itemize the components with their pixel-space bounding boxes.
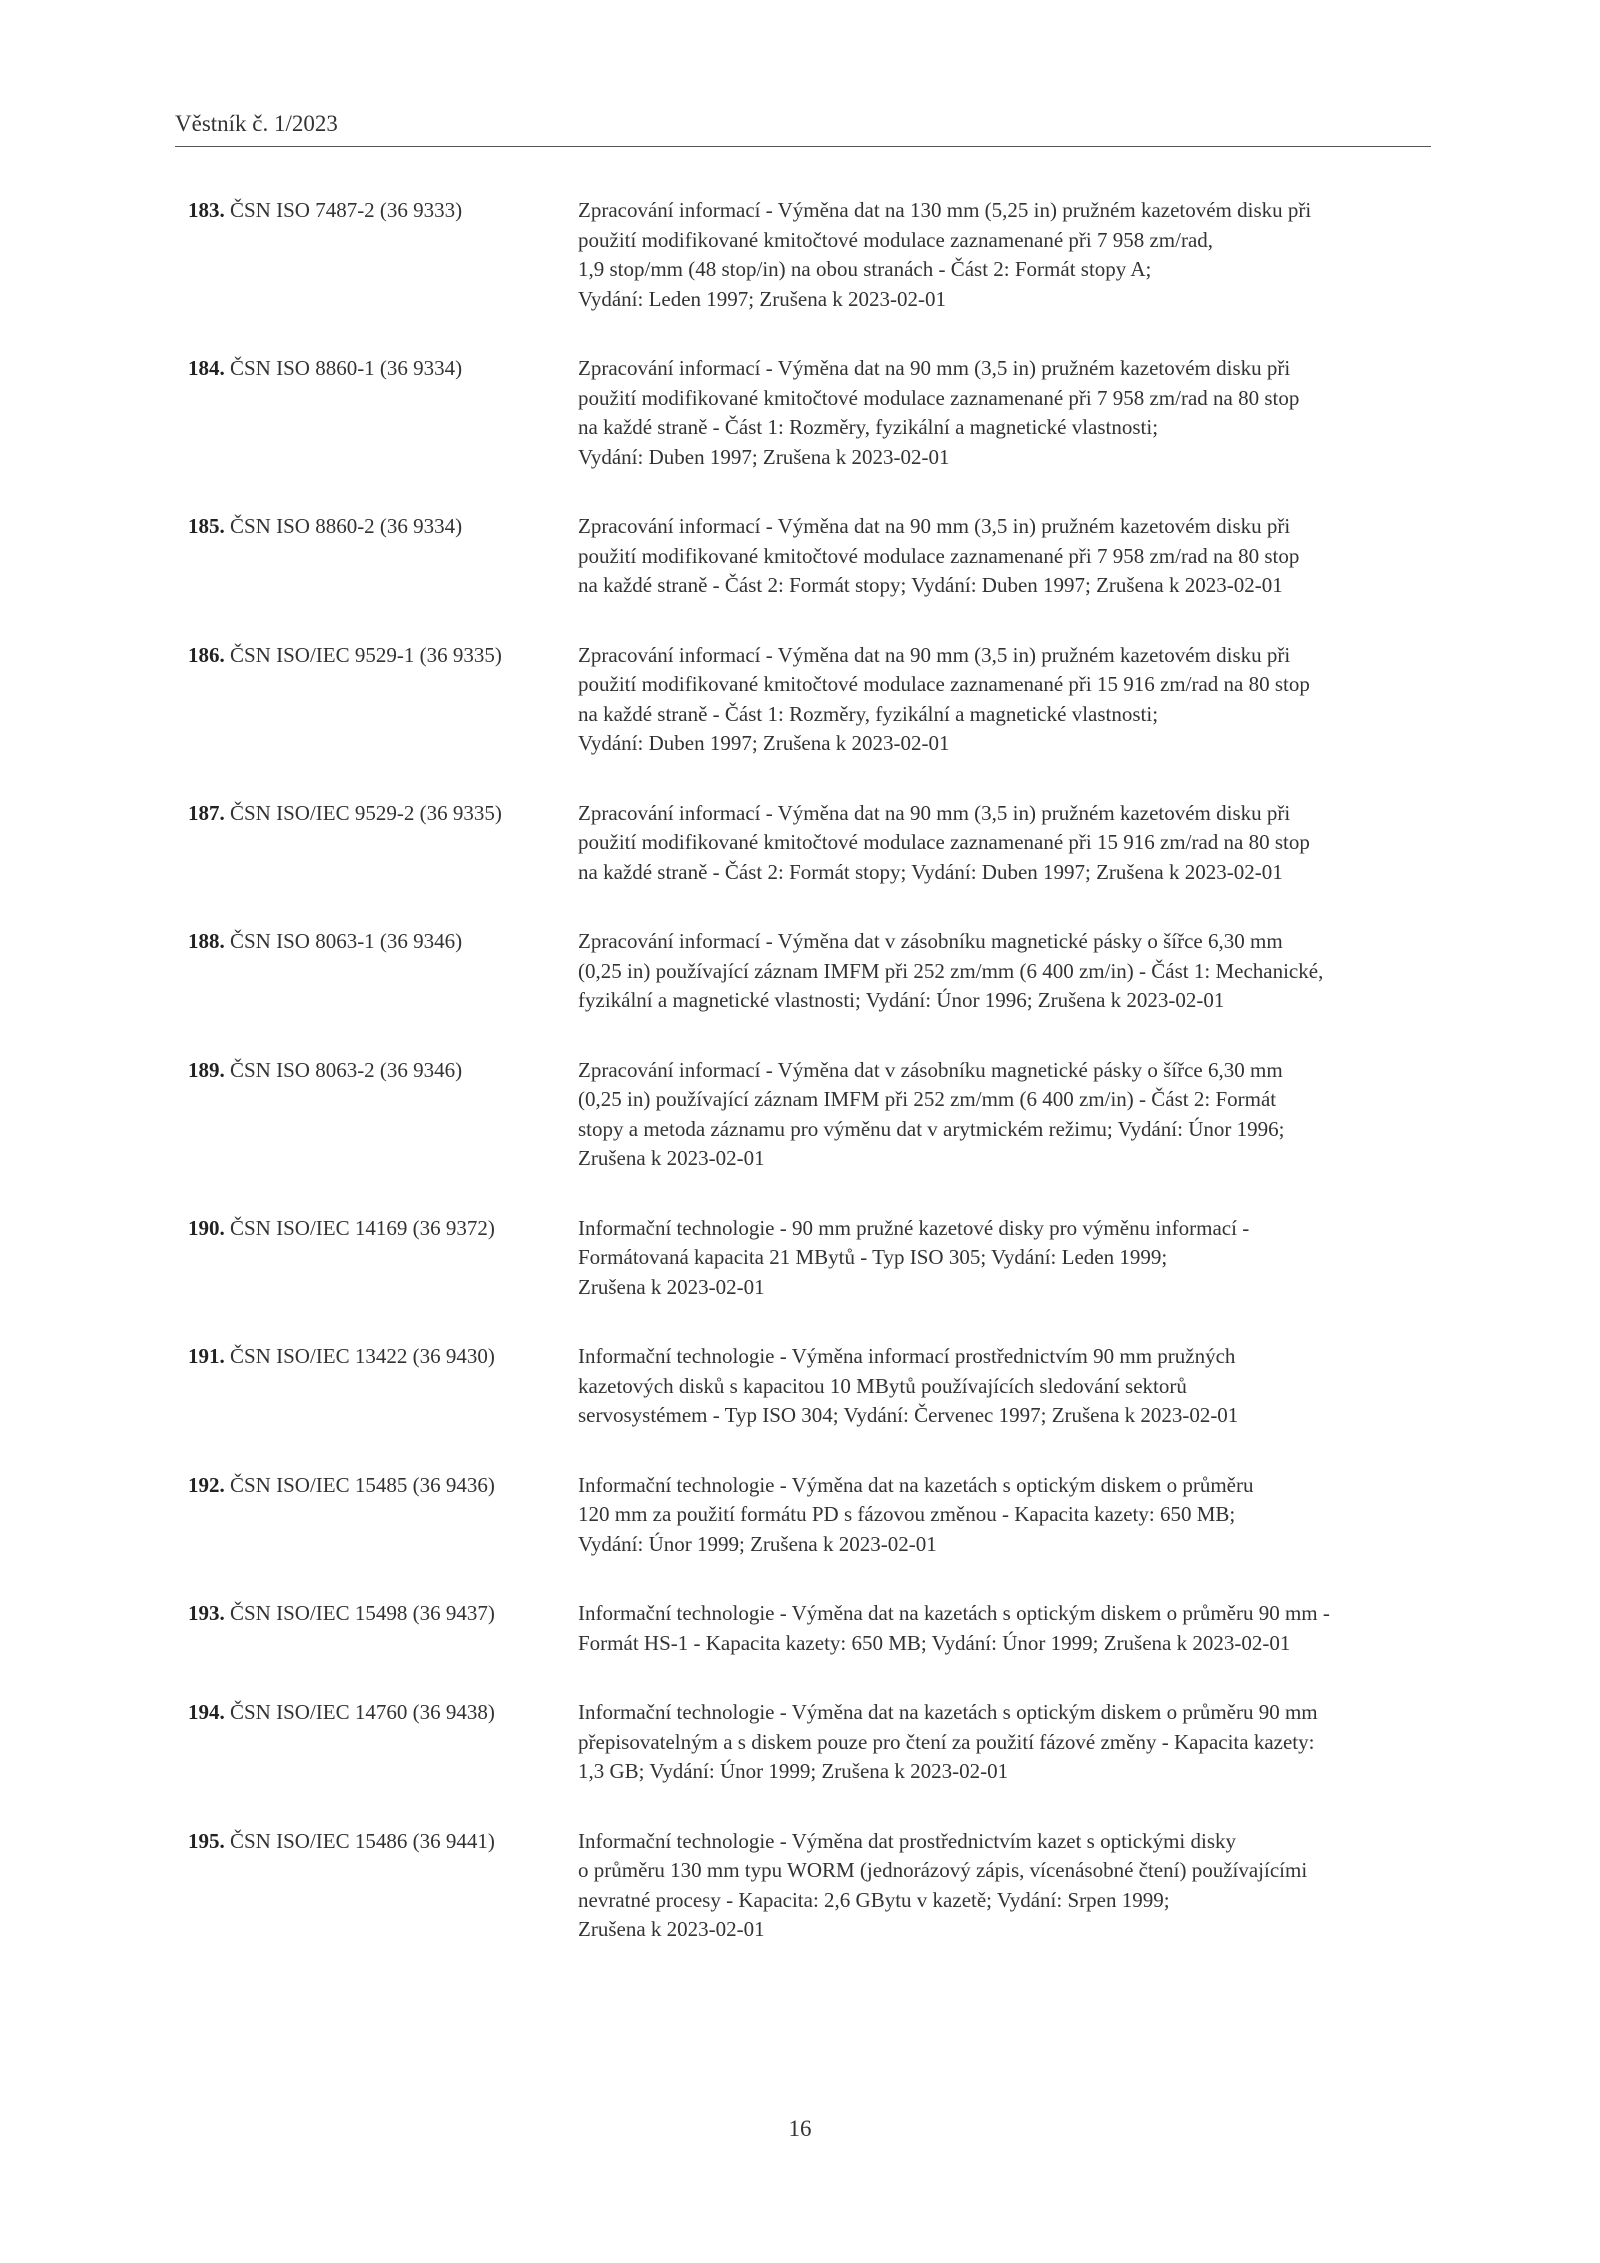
standard-code-column (188, 354, 578, 384)
standard-description (578, 799, 1428, 888)
description-line: kazetových disků s kapacitou 10 MBytů používajících sledování sektorů (578, 1373, 1187, 1398)
standard-code: ČSN ISO/IEC 15498 (36 9437) (230, 1601, 495, 1625)
description-line: na každé straně - Část 1: Rozměry, fyzikální a magnetické vlastnosti; (578, 415, 1159, 439)
standard-entry (188, 354, 1438, 472)
description-line: použití modifikované kmitočtové modulace zaznamenané při 15 916 zm/rad na 80 stop (578, 672, 1310, 696)
standard-code: ČSN ISO/IEC 15485 (36 9436) (230, 1472, 495, 1497)
description-line: servosystémem - Typ ISO 304; Vydání: Červenec 1997; Zrušena k 2023-02-01 (578, 1403, 1239, 1427)
description-line: Vydání: Duben 1997; Zrušena k 2023-02-01 (578, 444, 950, 469)
standard-code-column (188, 641, 578, 671)
entry-number: 185. (188, 514, 225, 538)
standard-description (578, 196, 1428, 314)
description-line: Zpracování informací - Výměna dat v zásobníku magnetické pásky o šířce 6,30 mm (578, 929, 1283, 953)
standard-entry (188, 1599, 1438, 1658)
standard-code-column (188, 1827, 578, 1857)
standard-entry (188, 1214, 1438, 1303)
standard-entry (188, 927, 1438, 1016)
description-line: 1,3 GB; Vydání: Únor 1999; Zrušena k 2023-02-01 (578, 1759, 1009, 1783)
standard-description (578, 1471, 1428, 1560)
description-line: přepisovatelným a s diskem pouze pro čtení za použití fázové změny - Kapacita kazety: (578, 1729, 1315, 1754)
entry-number: 190. (188, 1215, 225, 1240)
description-line: Zrušena k 2023-02-01 (578, 1146, 765, 1170)
description-line: Zrušena k 2023-02-01 (578, 1917, 765, 1941)
standard-code-column (188, 927, 578, 957)
standard-entry (188, 1471, 1438, 1560)
description-line: fyzikální a magnetické vlastnosti; Vydání: Únor 1996; Zrušena k 2023-02-01 (578, 988, 1225, 1012)
description-line: použití modifikované kmitočtové modulace zaznamenané při 15 916 zm/rad na 80 stop (578, 830, 1310, 854)
standard-code: ČSN ISO 8860-2 (36 9334) (230, 514, 463, 538)
description-line: na každé straně - Část 2: Formát stopy; Vydání: Duben 1997; Zrušena k 2023-02-01 (578, 573, 1283, 597)
description-line: Vydání: Duben 1997; Zrušena k 2023-02-01 (578, 731, 950, 755)
entry-number: 193. (188, 1601, 225, 1625)
entry-number: 191. (188, 1344, 225, 1368)
description-line: 1,9 stop/mm (48 stop/in) na obou stranách - Část 2: Formát stopy A; (578, 257, 1152, 281)
standard-code: ČSN ISO 8063-2 (36 9346) (230, 1057, 463, 1082)
description-line: (0,25 in) používající záznam IMFM při 252 zm/mm (6 400 zm/in) - Část 1: Mechanické, (578, 958, 1324, 983)
description-line: Informační technologie - Výměna dat prostřednictvím kazet s optickými disky (578, 1828, 1237, 1853)
page-header-title: Věstník č. 1/2023 (175, 111, 338, 136)
standard-description (578, 1056, 1428, 1174)
standard-code-column (188, 799, 578, 829)
description-line: Informační technologie - Výměna dat na kazetách s optickým diskem o průměru (578, 1472, 1254, 1497)
standard-code-column (188, 1056, 578, 1086)
standard-code-column (188, 1698, 578, 1728)
entry-number: 184. (188, 356, 225, 380)
entry-number: 194. (188, 1700, 225, 1724)
standard-entry (188, 799, 1438, 888)
standard-description (578, 1698, 1428, 1787)
standard-code: ČSN ISO/IEC 14760 (36 9438) (230, 1700, 495, 1724)
description-line: použití modifikované kmitočtové modulace zaznamenané při 7 958 zm/rad na 80 stop (578, 385, 1300, 410)
standard-code: ČSN ISO/IEC 9529-1 (36 9335) (230, 642, 502, 667)
description-line: Informační technologie - 90 mm pružné kazetové disky pro výměnu informací - (578, 1215, 1250, 1240)
page-header (175, 112, 1431, 147)
standard-code-column (188, 1599, 578, 1629)
standard-description (578, 354, 1428, 472)
description-line: Zpracování informací - Výměna dat na 130 mm (5,25 in) pružném kazetovém disku při (578, 198, 1312, 222)
entry-number: 183. (188, 198, 225, 222)
description-line: Informační technologie - Výměna informací prostřednictvím 90 mm pružných (578, 1344, 1236, 1368)
standard-description (578, 927, 1428, 1016)
standard-description (578, 1827, 1428, 1945)
standard-entry (188, 1698, 1438, 1787)
entry-number: 192. (188, 1472, 225, 1497)
standard-code: ČSN ISO 8860-1 (36 9334) (230, 356, 463, 380)
standard-code-column (188, 1214, 578, 1244)
description-line: použití modifikované kmitočtové modulace zaznamenané při 7 958 zm/rad, (578, 227, 1214, 252)
description-line: Formát HS-1 - Kapacita kazety: 650 MB; Vydání: Únor 1999; Zrušena k 2023-02-01 (578, 1630, 1291, 1655)
description-line: Zpracování informací - Výměna dat na 90 mm (3,5 in) pružném kazetovém disku při (578, 514, 1291, 538)
description-line: Vydání: Leden 1997; Zrušena k 2023-02-01 (578, 286, 947, 311)
standard-code: ČSN ISO 7487-2 (36 9333) (230, 198, 463, 222)
description-line: 120 mm za použití formátu PD s fázovou změnou - Kapacita kazety: 650 MB; (578, 1502, 1236, 1526)
entry-number: 186. (188, 642, 225, 667)
standard-entry (188, 1056, 1438, 1174)
entry-number: 188. (188, 929, 225, 953)
description-line: Zpracování informací - Výměna dat na 90 mm (3,5 in) pružném kazetovém disku při (578, 800, 1291, 825)
standard-entry (188, 1827, 1438, 1945)
entry-number: 189. (188, 1057, 225, 1082)
description-line: Vydání: Únor 1999; Zrušena k 2023-02-01 (578, 1531, 937, 1556)
standards-list (188, 196, 1438, 1985)
standard-code: ČSN ISO/IEC 14169 (36 9372) (230, 1215, 495, 1240)
standard-entry (188, 1342, 1438, 1431)
description-line: Zpracování informací - Výměna dat na 90 mm (3,5 in) pružném kazetovém disku při (578, 356, 1291, 380)
description-line: (0,25 in) používající záznam IMFM při 252 zm/mm (6 400 zm/in) - Část 2: Formát (578, 1087, 1277, 1111)
description-line: Informační technologie - Výměna dat na kazetách s optickým diskem o průměru 90 mm (578, 1700, 1318, 1724)
standard-code-column (188, 1342, 578, 1372)
standard-entry (188, 196, 1438, 314)
description-line: Zpracování informací - Výměna dat v zásobníku magnetické pásky o šířce 6,30 mm (578, 1057, 1283, 1082)
description-line: Informační technologie - Výměna dat na kazetách s optickým diskem o průměru 90 mm - (578, 1601, 1330, 1625)
standard-entry (188, 512, 1438, 601)
entry-number: 195. (188, 1828, 225, 1853)
description-line: o průměru 130 mm typu WORM (jednorázový zápis, vícenásobné čtení) používajícími (578, 1858, 1308, 1882)
standard-description (578, 1214, 1428, 1303)
standard-code-column (188, 512, 578, 542)
standard-code: ČSN ISO/IEC 9529-2 (36 9335) (230, 800, 502, 825)
page-number: 16 (788, 2116, 812, 2141)
standard-code: ČSN ISO/IEC 15486 (36 9441) (230, 1828, 495, 1853)
standard-description (578, 1599, 1428, 1658)
description-line: stopy a metoda záznamu pro výměnu dat v arytmickém režimu; Vydání: Únor 1996; (578, 1116, 1285, 1141)
standard-code-column (188, 196, 578, 226)
description-line: na každé straně - Část 1: Rozměry, fyzikální a magnetické vlastnosti; (578, 701, 1159, 726)
description-line: nevratné procesy - Kapacita: 2,6 GBytu v kazetě; Vydání: Srpen 1999; (578, 1887, 1170, 1912)
standard-code: ČSN ISO 8063-1 (36 9346) (230, 929, 463, 953)
standard-description (578, 641, 1428, 759)
standard-code-column (188, 1471, 578, 1501)
description-line: Zrušena k 2023-02-01 (578, 1274, 765, 1299)
standard-description (578, 1342, 1428, 1431)
standard-description (578, 512, 1428, 601)
standard-entry (188, 641, 1438, 759)
description-line: na každé straně - Část 2: Formát stopy; Vydání: Duben 1997; Zrušena k 2023-02-01 (578, 859, 1283, 884)
description-line: použití modifikované kmitočtové modulace zaznamenané při 7 958 zm/rad na 80 stop (578, 543, 1300, 568)
description-line: Zpracování informací - Výměna dat na 90 mm (3,5 in) pružném kazetovém disku při (578, 642, 1291, 667)
description-line: Formátovaná kapacita 21 MBytů - Typ ISO 305; Vydání: Leden 1999; (578, 1245, 1168, 1269)
standard-code: ČSN ISO/IEC 13422 (36 9430) (230, 1344, 495, 1368)
entry-number: 187. (188, 800, 225, 825)
